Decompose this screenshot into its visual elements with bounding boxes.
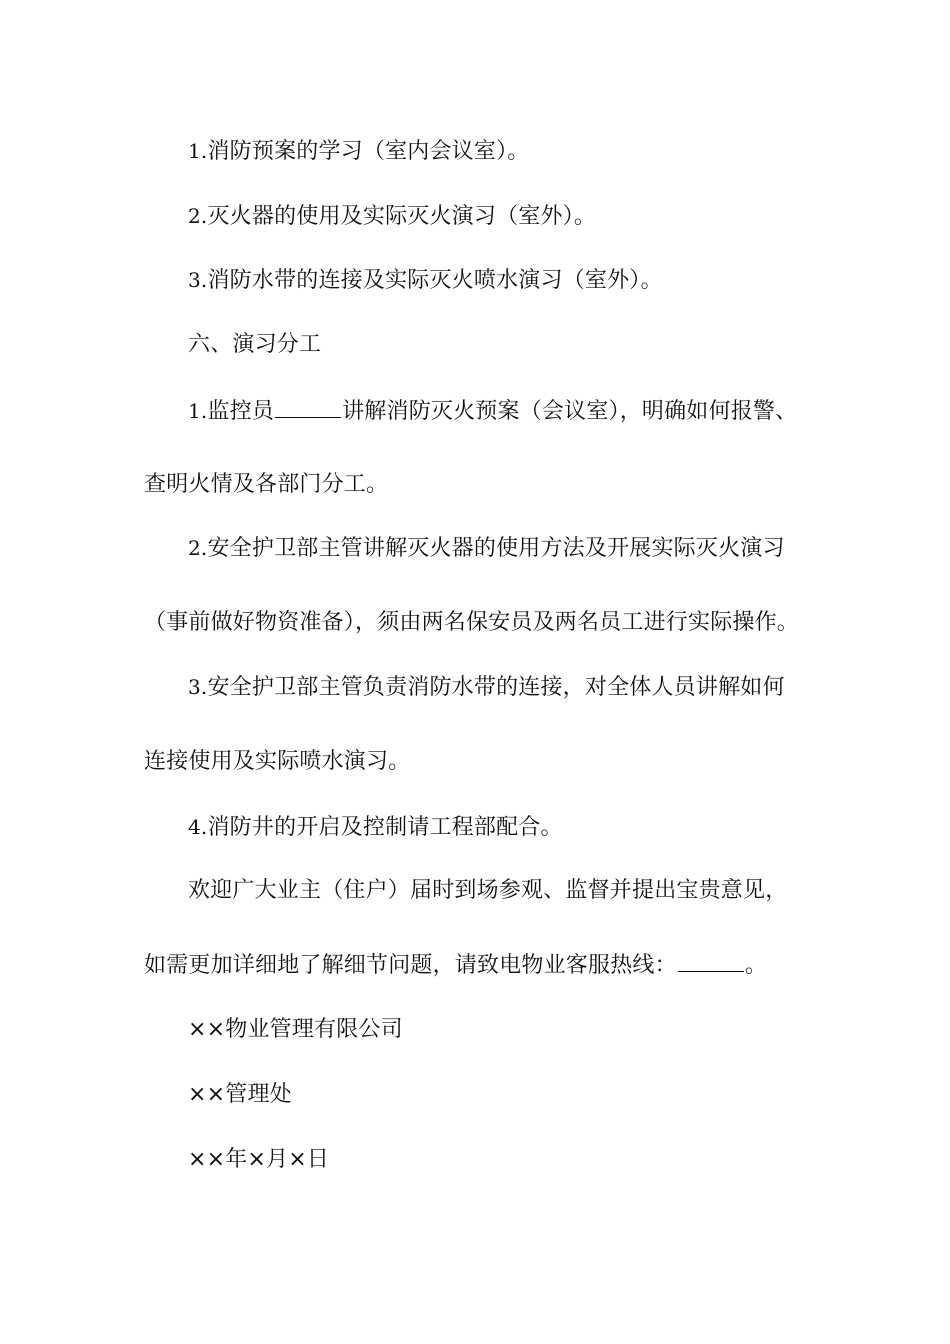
list-item — [188, 201, 596, 232]
item-number: 4. — [188, 815, 208, 839]
item-number: 2. — [188, 536, 208, 560]
list-item — [188, 396, 797, 427]
item-number: 3. — [188, 675, 208, 699]
welcome-text: 欢迎广大业主（住户）届时到场参观、监督并提出宝贵意见， — [188, 878, 788, 903]
signature-date: ××年×月×日 — [188, 1147, 330, 1172]
continuation-text: 连接使用及实际喷水演习。 — [144, 749, 411, 774]
item-number: 2. — [188, 204, 208, 228]
list-item — [188, 265, 663, 296]
item-number: 3. — [188, 268, 208, 292]
list-item — [188, 136, 530, 167]
list-item — [188, 672, 785, 703]
continuation-text: 查明火情及各部门分工。 — [144, 472, 389, 497]
item-number: 1. — [188, 399, 208, 423]
item-text: 消防预案的学习（室内会议室）。 — [207, 139, 530, 164]
item-text: 监控员 — [207, 399, 275, 424]
item-number: 1. — [188, 139, 208, 163]
fill-blank — [275, 397, 341, 418]
item-text: 安全护卫部主管讲解灭火器的使用方法及开展实际灭火演习 — [207, 536, 785, 561]
hotline-text: 如需更加详细地了解细节问题，请致电物业客服热线： — [144, 953, 677, 978]
hotline-line — [144, 951, 767, 981]
list-item — [188, 533, 785, 564]
item-text: 消防井的开启及控制请工程部配合。 — [207, 815, 563, 840]
continuation-text: （事前做好物资准备），须由两名保安员及两名员工进行实际操作。 — [144, 610, 800, 635]
hotline-end: 。 — [744, 953, 768, 978]
signature-company: ××物业管理有限公司 — [188, 1017, 403, 1042]
item-text: 消防水带的连接及实际灭火喷水演习（室外）。 — [207, 268, 663, 293]
list-item — [188, 812, 563, 843]
section-heading: 六、演习分工 — [188, 332, 322, 357]
item-text: 讲解消防灭火预案（会议室），明确如何报警、 — [342, 399, 798, 424]
item-text: 灭火器的使用及实际灭火演习（室外）。 — [207, 204, 597, 229]
item-text: 安全护卫部主管负责消防水带的连接，对全体人员讲解如何 — [207, 675, 785, 700]
hotline-blank — [678, 951, 744, 972]
signature-office: ××管理处 — [188, 1082, 292, 1107]
